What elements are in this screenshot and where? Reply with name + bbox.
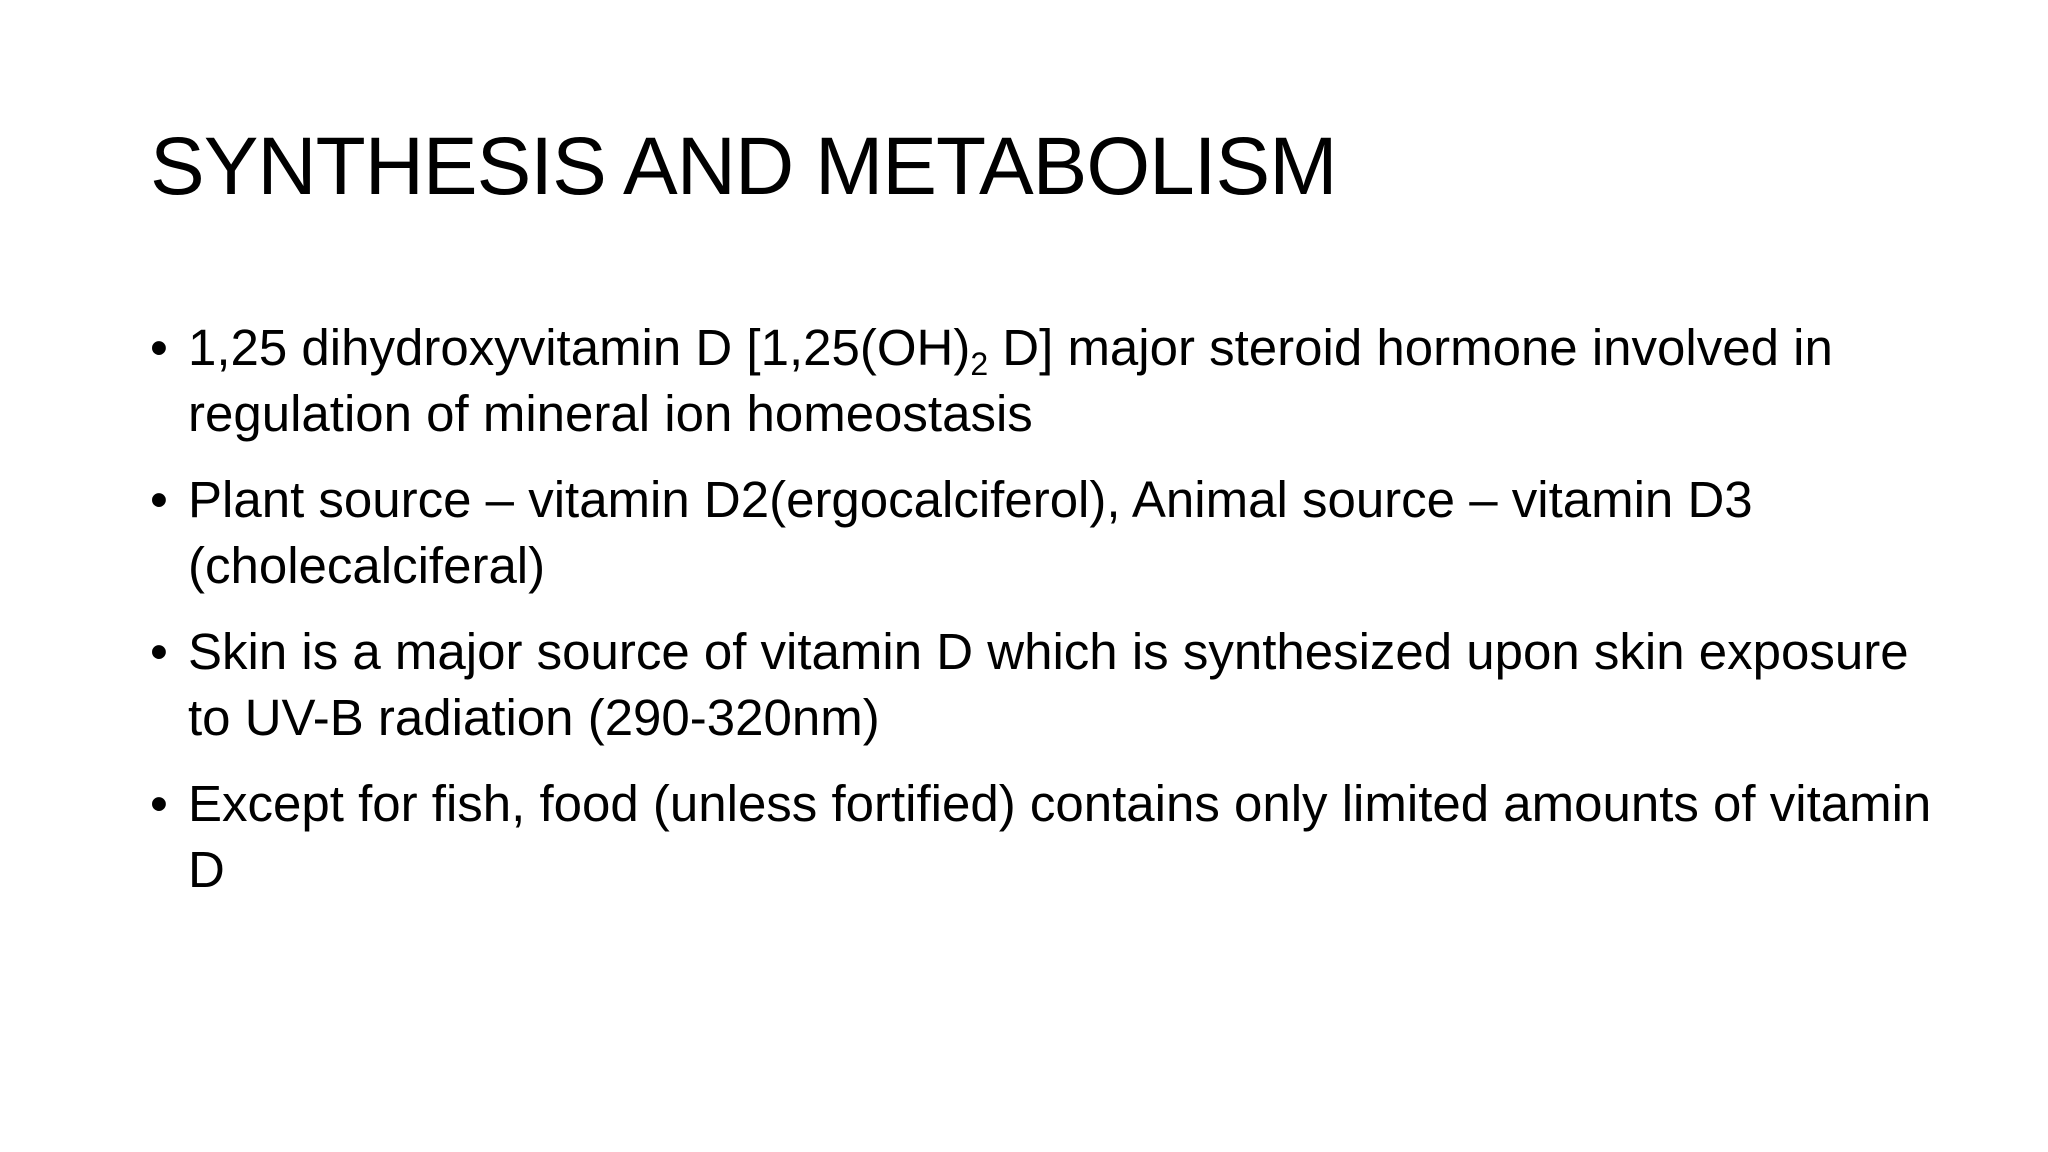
bullet-text-pre: 1,25 dihydroxyvitamin D [1,25(OH) [188,319,971,376]
bullet-item-vitamin-d-hormone [150,315,1950,447]
bullet-item-food-sources [150,771,1950,903]
bullet-dot-icon: • [150,471,168,528]
slide-title: SYNTHESIS AND METABOLISM [150,121,1337,212]
subscript-2: 2 [970,346,989,382]
bullet-text: Skin is a major source of vitamin D which is synthesized upon skin exposure to UV-B radiation (290-320nm) [188,623,1909,746]
bullet-dot-icon: • [150,623,168,680]
bullet-dot-icon: • [150,319,168,376]
bullet-dot-icon: • [150,775,168,832]
bullet-text-post: D] major steroid hormone involved in regulation of mineral ion homeostasis [188,319,1833,442]
bullet-item-sources [150,467,1950,599]
bullet-text: Plant source – vitamin D2(ergocalciferol), Animal source – vitamin D3 (cholecalciferal) [188,471,1753,594]
bullet-text: Except for fish, food (unless fortified) contains only limited amounts of vitamin D [188,775,1932,898]
bullet-item-skin-synthesis [150,619,1950,751]
bullet-list [150,315,1950,923]
